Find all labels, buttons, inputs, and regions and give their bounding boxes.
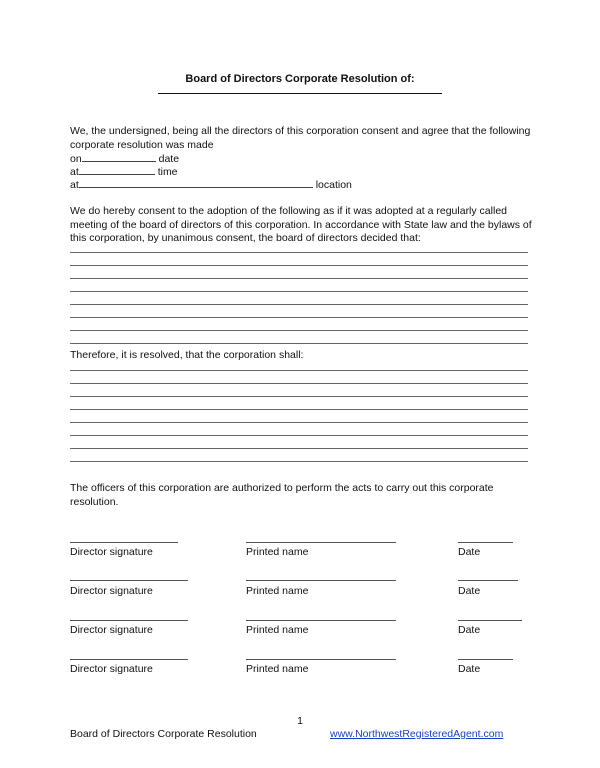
- printed-name-label: Printed name: [246, 663, 309, 675]
- writing-line: [70, 330, 528, 331]
- writing-line: [70, 435, 528, 436]
- writing-line: [70, 396, 528, 397]
- writing-line: [70, 304, 528, 305]
- writing-line: [70, 370, 528, 371]
- footer-title: Board of Directors Corporate Resolution: [70, 728, 257, 740]
- time-fill-line: [79, 164, 155, 175]
- date-line: [458, 620, 522, 621]
- document-title: Board of Directors Corporate Resolution of:: [185, 73, 415, 85]
- time-label: time: [157, 166, 178, 178]
- writing-line: [70, 317, 528, 318]
- date-label: Date: [458, 624, 481, 636]
- at-location-label: at: [70, 179, 79, 191]
- date-line: [458, 580, 518, 581]
- printed-name-line: [246, 542, 396, 543]
- location-fill-line: [79, 177, 313, 188]
- at-label: at: [70, 166, 79, 178]
- printed-name-label: Printed name: [246, 546, 309, 558]
- director-signature-line: [70, 580, 188, 581]
- director-signature-label: Director signature: [70, 663, 153, 675]
- northwest-website-link[interactable]: www.NorthwestRegisteredAgent.com: [330, 728, 504, 740]
- date-label: Date: [458, 546, 481, 558]
- writing-line: [70, 461, 528, 462]
- page-number: 1: [297, 715, 303, 727]
- writing-line: [70, 265, 528, 266]
- printed-name-line: [246, 580, 396, 581]
- director-signature-label: Director signature: [70, 546, 153, 558]
- date-line: [458, 542, 513, 543]
- writing-line: [70, 343, 528, 344]
- printed-name-label: Printed name: [246, 624, 309, 636]
- printed-name-line: [246, 620, 396, 621]
- location-row: [70, 177, 535, 193]
- location-label: location: [315, 179, 352, 191]
- intro-paragraph: We, the undersigned, being all the directors of this corporation consent and agree that the following corporate resolution was made: [70, 125, 531, 151]
- printed-name-line: [246, 659, 396, 660]
- consent-paragraph: We do hereby consent to the adoption of the following as if it was adopted at a regularly called meeting of the board of directors of this corporation. In accordance with State law and the bylaws of this corporation, by unanimous consent, the board of directors decided that:: [70, 205, 532, 244]
- date-fill-line: [82, 151, 156, 162]
- date-label: Date: [458, 585, 481, 597]
- director-signature-label: Director signature: [70, 624, 153, 636]
- writing-line: [70, 252, 528, 253]
- writing-line: [70, 278, 528, 279]
- on-label: on: [70, 153, 82, 165]
- director-signature-line: [70, 542, 178, 543]
- date-label: Date: [458, 663, 481, 675]
- writing-line: [70, 409, 528, 410]
- director-signature-label: Director signature: [70, 585, 153, 597]
- writing-line: [70, 448, 528, 449]
- printed-name-label: Printed name: [246, 585, 309, 597]
- writing-line: [70, 422, 528, 423]
- writing-line: [70, 383, 528, 384]
- date-label: date: [158, 153, 180, 165]
- date-line: [458, 659, 513, 660]
- corporation-name-line: [158, 93, 442, 94]
- writing-line: [70, 291, 528, 292]
- officers-paragraph: The officers of this corporation are authorized to perform the acts to carry out this corporate resolution.: [70, 482, 494, 508]
- resolved-paragraph: Therefore, it is resolved, that the corporation shall:: [70, 349, 304, 361]
- director-signature-line: [70, 659, 188, 660]
- director-signature-line: [70, 620, 188, 621]
